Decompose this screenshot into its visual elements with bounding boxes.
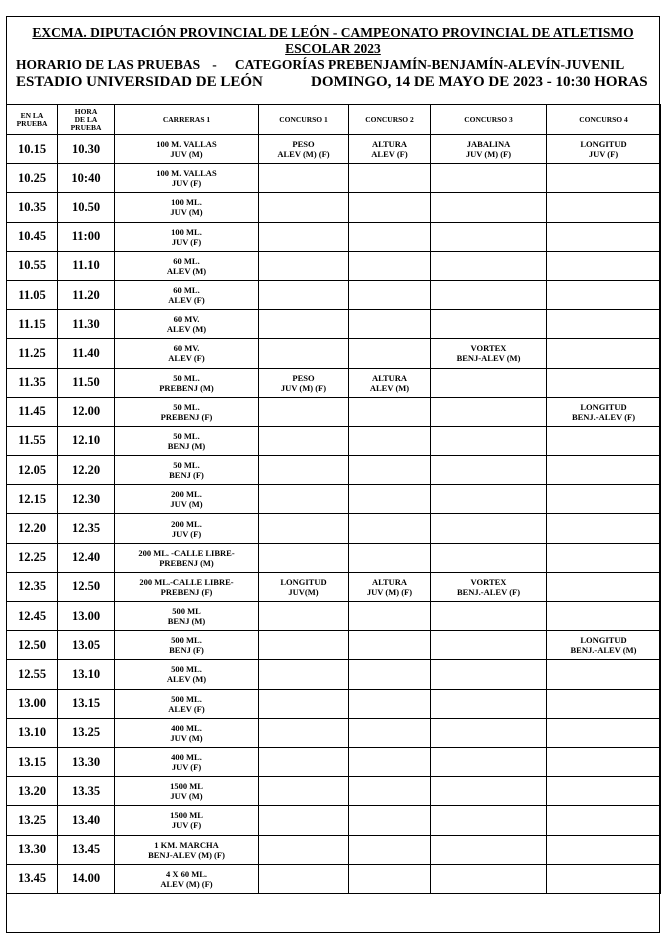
cell-en-la-prueba: 13.30 [7,835,58,864]
table-row [7,426,661,455]
cell-carreras: 200 ML. JUV (M) [115,485,259,514]
cell-concurso-3 [431,426,547,455]
cell-concurso-3 [431,806,547,835]
cell-concurso-1 [259,602,349,631]
venue-name: ESTADIO UNIVERSIDAD DE LEÓN [16,74,263,90]
cell-carreras: 60 MV. ALEV (F) [115,339,259,368]
cell-concurso-3 [431,747,547,776]
cell-concurso-3 [431,193,547,222]
document-title-continued: ESCOLAR 2023 [285,41,381,56]
cell-concurso-1 [259,543,349,572]
cell-concurso-2 [349,835,431,864]
cell-hora-prueba: 10.30 [58,135,115,164]
cell-concurso-3 [431,660,547,689]
table-row [7,514,661,543]
cell-concurso-2 [349,251,431,280]
column-header-concurso-4: CONCURSO 4 [547,105,661,135]
cell-concurso-1: LONGITUD JUV(M) [259,572,349,601]
cell-concurso-1 [259,835,349,864]
cell-concurso-2 [349,543,431,572]
cell-en-la-prueba: 11.45 [7,397,58,426]
table-row [7,193,661,222]
cell-concurso-1 [259,280,349,309]
cell-concurso-2 [349,631,431,660]
cell-en-la-prueba: 11.05 [7,280,58,309]
cell-en-la-prueba: 12.35 [7,572,58,601]
cell-hora-prueba: 11.20 [58,280,115,309]
cell-concurso-2 [349,310,431,339]
cell-en-la-prueba: 10.55 [7,251,58,280]
cell-carreras: 200 ML. -CALLE LIBRE- PREBENJ (M) [115,543,259,572]
cell-hora-prueba: 13.30 [58,747,115,776]
cell-en-la-prueba: 11.25 [7,339,58,368]
column-header-carreras: CARRERAS 1 [115,105,259,135]
cell-concurso-3 [431,864,547,893]
cell-carreras: 400 ML. JUV (F) [115,747,259,776]
cell-hora-prueba: 13.10 [58,660,115,689]
cell-concurso-4 [547,426,661,455]
cell-concurso-3: JABALINA JUV (M) (F) [431,135,547,164]
table-row [7,543,661,572]
cell-hora-prueba: 12.50 [58,572,115,601]
cell-concurso-1 [259,864,349,893]
cell-carreras: 50 ML. PREBENJ (F) [115,397,259,426]
cell-concurso-4 [547,777,661,806]
cell-carreras: 500 ML. BENJ (F) [115,631,259,660]
cell-concurso-3: VORTEX BENJ.-ALEV (F) [431,572,547,601]
cell-concurso-4 [547,310,661,339]
cell-concurso-1 [259,806,349,835]
cell-en-la-prueba: 10.35 [7,193,58,222]
cell-concurso-4 [547,251,661,280]
cell-concurso-4 [547,747,661,776]
cell-concurso-2: ALTURA ALEV (M) [349,368,431,397]
cell-en-la-prueba: 12.45 [7,602,58,631]
cell-carreras: 200 ML.-CALLE LIBRE- PREBENJ (F) [115,572,259,601]
table-row [7,368,661,397]
cell-concurso-4: LONGITUD JUV (F) [547,135,661,164]
cell-concurso-2 [349,397,431,426]
cell-concurso-1 [259,164,349,193]
cell-concurso-4 [547,164,661,193]
cell-concurso-4 [547,864,661,893]
cell-concurso-3 [431,718,547,747]
cell-concurso-3: VORTEX BENJ-ALEV (M) [431,339,547,368]
cell-concurso-1 [259,222,349,251]
subtitle-separator: - [212,57,217,72]
cell-concurso-3 [431,543,547,572]
cell-concurso-3 [431,514,547,543]
cell-concurso-2 [349,280,431,309]
cell-en-la-prueba: 12.20 [7,514,58,543]
cell-carreras: 60 MV. ALEV (M) [115,310,259,339]
cell-concurso-3 [431,280,547,309]
schedule-subtitle [6,57,660,73]
cell-hora-prueba: 10.50 [58,193,115,222]
cell-concurso-2: ALTURA JUV (M) (F) [349,572,431,601]
cell-concurso-3 [431,456,547,485]
cell-concurso-1 [259,747,349,776]
cell-concurso-1 [259,660,349,689]
column-header-concurso-1: CONCURSO 1 [259,105,349,135]
cell-concurso-4 [547,806,661,835]
cell-carreras: 200 ML. JUV (F) [115,514,259,543]
column-header-hora: HORA DE LA PRUEBA [58,105,115,135]
cell-concurso-3 [431,777,547,806]
cell-carreras: 50 ML. BENJ (F) [115,456,259,485]
table-row [7,280,661,309]
cell-en-la-prueba: 12.25 [7,543,58,572]
cell-concurso-1 [259,718,349,747]
table-row [7,835,661,864]
table-row [7,251,661,280]
cell-carreras: 100 M. VALLAS JUV (F) [115,164,259,193]
cell-concurso-4 [547,514,661,543]
cell-carreras: 400 ML. JUV (M) [115,718,259,747]
cell-concurso-1: PESO ALEV (M) (F) [259,135,349,164]
cell-concurso-4 [547,193,661,222]
cell-concurso-4 [547,543,661,572]
table-row [7,864,661,893]
cell-concurso-3 [431,164,547,193]
cell-concurso-1 [259,777,349,806]
table-row [7,339,661,368]
table-row [7,747,661,776]
cell-carreras: 500 ML. ALEV (M) [115,660,259,689]
cell-carreras: 60 ML. ALEV (F) [115,280,259,309]
cell-concurso-4 [547,689,661,718]
cell-hora-prueba: 11.10 [58,251,115,280]
cell-concurso-2 [349,222,431,251]
cell-concurso-3 [431,485,547,514]
cell-concurso-4 [547,602,661,631]
cell-concurso-2 [349,718,431,747]
cell-en-la-prueba: 13.20 [7,777,58,806]
cell-hora-prueba: 11.40 [58,339,115,368]
table-row [7,310,661,339]
cell-hora-prueba: 13.15 [58,689,115,718]
cell-concurso-1 [259,689,349,718]
cell-concurso-2 [349,514,431,543]
cell-hora-prueba: 13.00 [58,602,115,631]
table-row [7,806,661,835]
table-row [7,572,661,601]
cell-en-la-prueba: 12.05 [7,456,58,485]
venue-date-line [6,73,660,91]
cell-concurso-1 [259,397,349,426]
cell-en-la-prueba: 11.15 [7,310,58,339]
cell-concurso-4 [547,485,661,514]
cell-concurso-4 [547,718,661,747]
cell-hora-prueba: 11.50 [58,368,115,397]
cell-hora-prueba: 12.30 [58,485,115,514]
cell-hora-prueba: 12.35 [58,514,115,543]
cell-carreras: 1500 ML JUV (F) [115,806,259,835]
table-row [7,718,661,747]
table-row [7,777,661,806]
cell-en-la-prueba: 12.55 [7,660,58,689]
cell-carreras: 60 ML. ALEV (M) [115,251,259,280]
cell-concurso-1 [259,310,349,339]
cell-carreras: 100 ML. JUV (F) [115,222,259,251]
cell-carreras: 50 ML. PREBENJ (M) [115,368,259,397]
cell-concurso-2 [349,689,431,718]
cell-concurso-3 [431,222,547,251]
cell-concurso-3 [431,310,547,339]
cell-carreras: 100 ML. JUV (M) [115,193,259,222]
cell-hora-prueba: 10:40 [58,164,115,193]
cell-concurso-2 [349,485,431,514]
cell-concurso-2 [349,456,431,485]
cell-concurso-1 [259,514,349,543]
cell-en-la-prueba: 11.55 [7,426,58,455]
cell-en-la-prueba: 13.00 [7,689,58,718]
subtitle-left: HORARIO DE LAS PRUEBAS [16,57,201,72]
event-date: DOMINGO, 14 DE MAYO DE 2023 - 10:30 HORAS [311,74,648,90]
cell-concurso-3 [431,602,547,631]
cell-carreras: 500 ML BENJ (M) [115,602,259,631]
cell-concurso-3 [431,835,547,864]
cell-concurso-1 [259,631,349,660]
cell-concurso-4: LONGITUD BENJ.-ALEV (M) [547,631,661,660]
cell-concurso-4 [547,280,661,309]
cell-concurso-2 [349,747,431,776]
cell-concurso-1 [259,456,349,485]
cell-hora-prueba: 11:00 [58,222,115,251]
cell-en-la-prueba: 13.25 [7,806,58,835]
cell-en-la-prueba: 12.50 [7,631,58,660]
cell-carreras: 500 ML. ALEV (F) [115,689,259,718]
cell-concurso-2 [349,660,431,689]
cell-hora-prueba: 12.10 [58,426,115,455]
cell-hora-prueba: 14.00 [58,864,115,893]
cell-concurso-2 [349,164,431,193]
cell-hora-prueba: 12.00 [58,397,115,426]
cell-concurso-2 [349,806,431,835]
cell-en-la-prueba: 10.25 [7,164,58,193]
cell-en-la-prueba: 13.10 [7,718,58,747]
cell-hora-prueba: 13.05 [58,631,115,660]
cell-concurso-4 [547,222,661,251]
table-row [7,485,661,514]
cell-concurso-3 [431,368,547,397]
cell-concurso-3 [431,689,547,718]
cell-concurso-1 [259,485,349,514]
cell-concurso-4 [547,660,661,689]
table-row [7,456,661,485]
cell-en-la-prueba: 12.15 [7,485,58,514]
cell-concurso-2: ALTURA ALEV (F) [349,135,431,164]
table-row [7,631,661,660]
column-header-en-la-prueba: EN LA PRUEBA [7,105,58,135]
cell-en-la-prueba: 10.15 [7,135,58,164]
cell-en-la-prueba: 10.45 [7,222,58,251]
table-row [7,397,661,426]
cell-concurso-3 [431,251,547,280]
table-row [7,135,661,164]
cell-hora-prueba: 13.35 [58,777,115,806]
cell-hora-prueba: 13.40 [58,806,115,835]
document-title: EXCMA. DIPUTACIÓN PROVINCIAL DE LEÓN - CAMPEONATO PROVINCIAL DE ATLETISMO [32,25,634,40]
cell-concurso-4 [547,835,661,864]
table-row [7,660,661,689]
cell-concurso-4 [547,456,661,485]
cell-concurso-1 [259,339,349,368]
table-row [7,164,661,193]
cell-concurso-1 [259,251,349,280]
cell-carreras: 1 KM. MARCHA BENJ-ALEV (M) (F) [115,835,259,864]
cell-concurso-4 [547,368,661,397]
cell-en-la-prueba: 13.45 [7,864,58,893]
cell-carreras: 50 ML. BENJ (M) [115,426,259,455]
subtitle-categories: CATEGORÍAS PREBENJAMÍN-BENJAMÍN-ALEVÍN-JUVENIL [234,57,625,72]
cell-concurso-4: LONGITUD BENJ.-ALEV (F) [547,397,661,426]
cell-concurso-1: PESO JUV (M) (F) [259,368,349,397]
cell-hora-prueba: 13.45 [58,835,115,864]
cell-carreras: 1500 ML JUV (M) [115,777,259,806]
cell-hora-prueba: 11.30 [58,310,115,339]
schedule-table [6,104,661,894]
cell-hora-prueba: 13.25 [58,718,115,747]
cell-concurso-2 [349,602,431,631]
cell-concurso-2 [349,864,431,893]
table-row [7,689,661,718]
table-row [7,602,661,631]
cell-concurso-3 [431,631,547,660]
column-header-concurso-3: CONCURSO 3 [431,105,547,135]
column-header-concurso-2: CONCURSO 2 [349,105,431,135]
cell-concurso-4 [547,572,661,601]
table-row [7,222,661,251]
cell-concurso-2 [349,426,431,455]
cell-en-la-prueba: 13.15 [7,747,58,776]
table-header-row [7,105,661,135]
cell-hora-prueba: 12.20 [58,456,115,485]
cell-concurso-4 [547,339,661,368]
cell-carreras: 100 M. VALLAS JUV (M) [115,135,259,164]
cell-concurso-2 [349,193,431,222]
cell-en-la-prueba: 11.35 [7,368,58,397]
cell-concurso-1 [259,426,349,455]
cell-concurso-3 [431,397,547,426]
cell-concurso-1 [259,193,349,222]
cell-carreras: 4 X 60 ML. ALEV (M) (F) [115,864,259,893]
cell-concurso-2 [349,777,431,806]
cell-concurso-2 [349,339,431,368]
cell-hora-prueba: 12.40 [58,543,115,572]
